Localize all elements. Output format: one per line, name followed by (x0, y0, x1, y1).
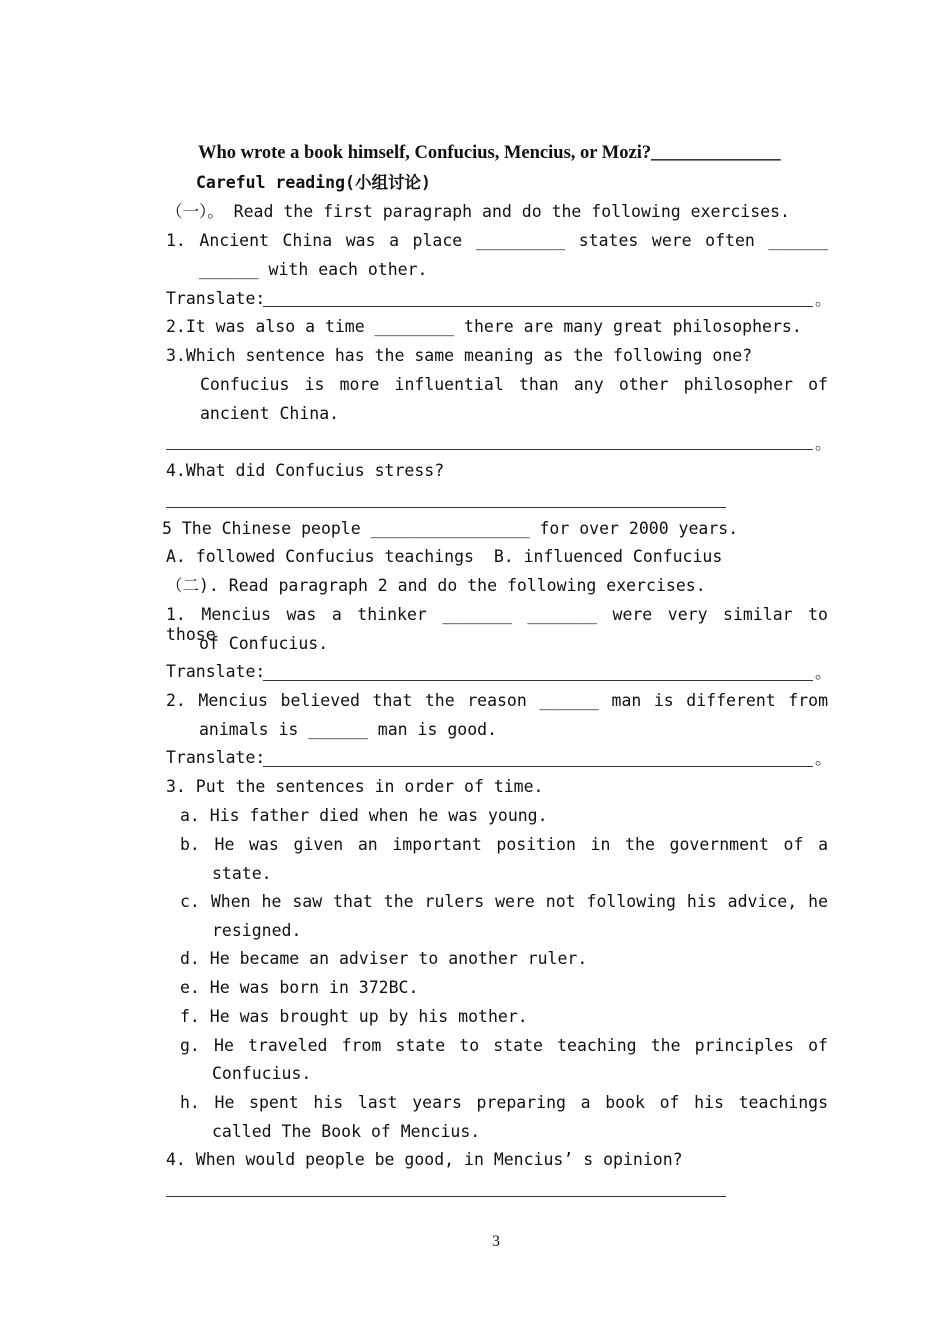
part2-q3: 3. Put the sentences in order of time. (166, 777, 544, 796)
order-item-b-cont: state. (212, 864, 272, 883)
full-stop: 。 (815, 749, 832, 768)
order-item-h-cont: called The Book of Mencius. (212, 1122, 481, 1141)
page-number: 3 (492, 1233, 500, 1250)
part1-heading: （一）。 Read the first paragraph and do the following exercises. (166, 202, 790, 221)
answer-line (166, 449, 813, 450)
part1-q5: 5 The Chinese people ________________ for over 2000 years. (162, 519, 739, 538)
answer-line (263, 766, 813, 767)
careful-reading-heading: Careful reading(小组讨论) (196, 173, 431, 192)
part1-q1-line1: 1. Ancient China was a place _________ states were often ______ (166, 231, 828, 250)
part1-q1-line2: ______ with each other. (199, 260, 428, 279)
order-item-d: d. He became an adviser to another ruler. (180, 949, 588, 968)
answer-line (166, 507, 726, 508)
translate-label: Translate: (166, 289, 266, 308)
part2-q1-line1: 1. Mencius was a thinker _______ _______ were very similar to those (166, 605, 828, 644)
part2-q2-line1: 2. Mencius believed that the reason ______ man is different from (166, 691, 828, 710)
translate-label: Translate: (166, 662, 266, 681)
part2-q4: 4. When would people be good, in Mencius’ s opinion? (166, 1150, 683, 1169)
order-item-c: c. When he saw that the rulers were not following his advice, he (180, 892, 828, 911)
order-item-e: e. He was born in 372BC. (180, 978, 419, 997)
part1-q3-sentence-line2: ancient China. (200, 404, 340, 423)
part2-q2-line2: animals is ______ man is good. (199, 720, 498, 739)
answer-line (263, 306, 813, 307)
part2-heading: （二). Read paragraph 2 and do the following exercises. (166, 576, 706, 595)
order-item-b: b. He was given an important position in the government of a (180, 835, 828, 854)
full-stop: 。 (815, 290, 832, 309)
order-item-h: h. He spent his last years preparing a book of his teachings (180, 1093, 828, 1112)
answer-line (263, 680, 813, 681)
part1-q2: 2.It was also a time ________ there are many great philosophers. (166, 317, 802, 336)
part1-q3-sentence-line1: Confucius is more influential than any other philosopher of (200, 375, 828, 394)
question-who-wrote: Who wrote a book himself, Confucius, Mencius, or Mozi?______________ (198, 143, 781, 163)
order-item-a: a. His father died when he was young. (180, 806, 548, 825)
order-item-f: f. He was brought up by his mother. (180, 1007, 528, 1026)
order-item-c-cont: resigned. (212, 921, 302, 940)
order-item-g: g. He traveled from state to state teaching the principles of (180, 1036, 828, 1055)
part1-q5-options: A. followed Confucius teachings B. influenced Confucius (166, 547, 723, 566)
part1-q3: 3.Which sentence has the same meaning as the following one? (166, 346, 753, 365)
full-stop: 。 (815, 434, 832, 453)
order-item-g-cont: Confucius. (212, 1064, 312, 1083)
answer-line (166, 1196, 726, 1197)
part1-q4: 4.What did Confucius stress? (166, 461, 445, 480)
translate-label: Translate: (166, 748, 266, 767)
part2-q1-line2: of Confucius. (199, 634, 329, 653)
full-stop: 。 (815, 663, 832, 682)
